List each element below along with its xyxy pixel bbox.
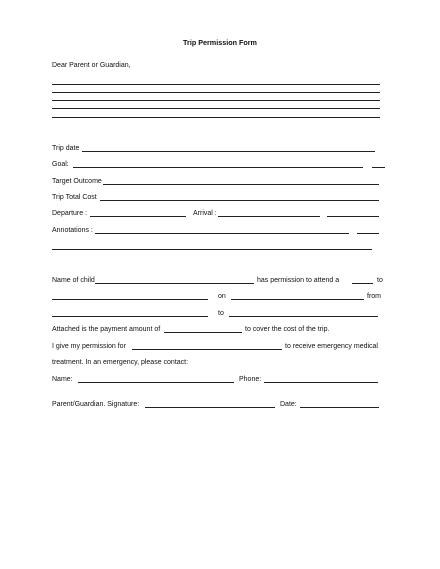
departure-label: Departure : bbox=[52, 210, 88, 217]
signature-date-field[interactable] bbox=[300, 407, 379, 408]
goal-label: Goal: bbox=[52, 161, 69, 168]
annotations-line-2[interactable] bbox=[52, 249, 372, 250]
arrival-field-extra[interactable] bbox=[327, 216, 379, 217]
name-of-child-label: Name of child bbox=[52, 277, 95, 284]
cover-cost-text: to cover the cost of the trip. bbox=[245, 326, 330, 333]
event-field[interactable] bbox=[352, 283, 373, 284]
form-title: Trip Permission Form bbox=[183, 38, 257, 47]
from-field[interactable] bbox=[52, 316, 208, 317]
from-text: from bbox=[367, 293, 381, 300]
contact-phone-field[interactable] bbox=[264, 382, 378, 383]
target-outcome-field[interactable] bbox=[103, 184, 379, 185]
i-give-permission-text: I give my permission for bbox=[52, 343, 126, 350]
annotations-label: Annotations : bbox=[52, 227, 93, 234]
contact-name-field[interactable] bbox=[78, 382, 234, 383]
goal-field[interactable] bbox=[73, 167, 363, 168]
trip-total-cost-label: Trip Total Cost bbox=[52, 194, 97, 201]
payment-amount-field[interactable] bbox=[164, 332, 242, 333]
on-text: on bbox=[218, 293, 226, 300]
child-name-field[interactable] bbox=[95, 283, 254, 284]
trip-date-field[interactable] bbox=[82, 151, 375, 152]
to-text-1: to bbox=[377, 277, 383, 284]
date-label: Date: bbox=[280, 401, 297, 408]
to-field[interactable] bbox=[229, 316, 378, 317]
arrival-field[interactable] bbox=[218, 216, 320, 217]
emergency-permission-field[interactable] bbox=[132, 349, 282, 350]
contact-phone-label: Phone: bbox=[239, 376, 262, 383]
letter-line-2[interactable] bbox=[52, 92, 380, 93]
goal-field-extra[interactable] bbox=[372, 167, 385, 168]
destination-field[interactable] bbox=[52, 299, 208, 300]
target-outcome-label: Target Outcome bbox=[52, 178, 102, 185]
annotations-field[interactable] bbox=[95, 233, 349, 234]
greeting: Dear Parent or Guardian, bbox=[52, 62, 131, 69]
arrival-label: Arrival : bbox=[193, 210, 217, 217]
emergency-contact-text: treatment. In an emergency, please contact: bbox=[52, 359, 189, 366]
letter-line-1[interactable] bbox=[52, 84, 380, 85]
signature-field[interactable] bbox=[145, 407, 275, 408]
contact-name-label: Name: bbox=[52, 376, 73, 383]
departure-field[interactable] bbox=[90, 216, 186, 217]
letter-line-4[interactable] bbox=[52, 108, 380, 109]
on-date-field[interactable] bbox=[231, 299, 364, 300]
trip-total-cost-field[interactable] bbox=[100, 200, 379, 201]
letter-line-5[interactable] bbox=[52, 117, 380, 118]
receive-treatment-text: to receive emergency medical bbox=[285, 343, 378, 350]
signature-label: Parent/Guardian. Signature: bbox=[52, 401, 140, 408]
has-permission-text: has permission to attend a bbox=[257, 277, 340, 284]
to-text-2: to bbox=[218, 310, 224, 317]
letter-line-3[interactable] bbox=[52, 100, 380, 101]
trip-date-label: Trip date bbox=[52, 145, 80, 152]
attached-text: Attached is the payment amount of bbox=[52, 326, 161, 333]
annotations-field-extra[interactable] bbox=[357, 233, 379, 234]
